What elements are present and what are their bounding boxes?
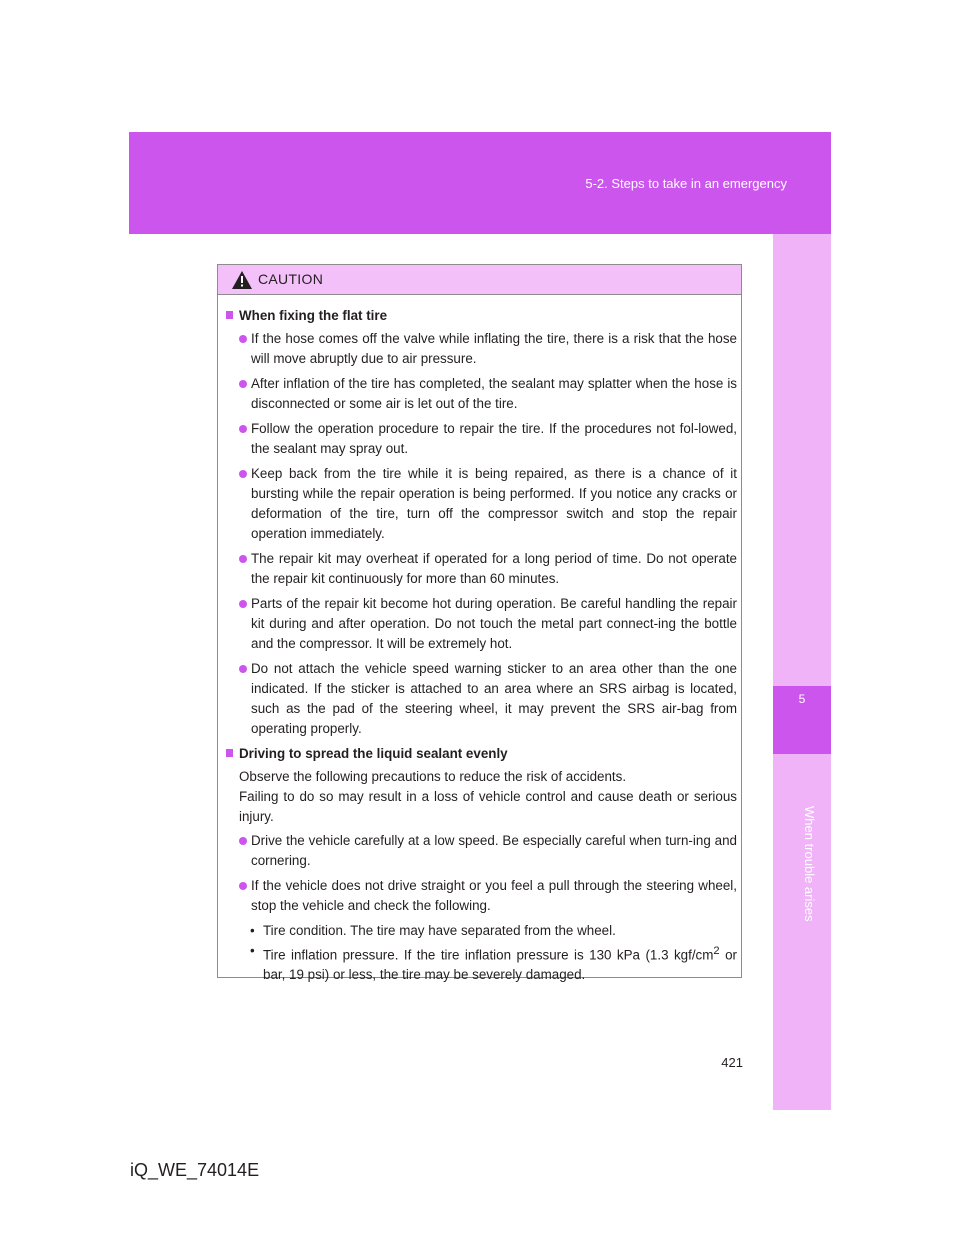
- square-bullet-icon: [226, 311, 233, 319]
- round-bullet-icon: [239, 335, 247, 343]
- chapter-number-block: [773, 686, 831, 754]
- round-bullet-icon: [239, 882, 247, 890]
- list-item: If the hose comes off the valve while inflating the tire, there is a risk that the hose will move abruptly due to air pressure.: [226, 329, 737, 369]
- heading-driving-spread-sealant: Driving to spread the liquid sealant evenly: [226, 744, 737, 764]
- intro-text: Failing to do so may result in a loss of vehicle control and cause death or serious injury.: [239, 789, 737, 824]
- list-item: Parts of the repair kit become hot during operation. Be careful handling the repair kit during and after operation. Do not touch the metal part connect-ing the bottle and the compressor. It will be extremely hot.: [226, 594, 737, 654]
- round-bullet-icon: [239, 380, 247, 388]
- round-bullet-icon: [239, 600, 247, 608]
- round-bullet-icon: [239, 665, 247, 673]
- header-band: [129, 132, 831, 234]
- list-item: If the vehicle does not drive straight or you feel a pull through the steering wheel, stop the vehicle and check the following.: [226, 876, 737, 916]
- sub-list-item: • Tire inflation pressure. If the tire inflation pressure is 130 kPa (1.3 kgf/$cm^2$ or bar, 19 psi) or less, the tire may be severely damaged.: [250, 943, 737, 983]
- list-item: Keep back from the tire while it is being repaired, as there is a chance of it bursting while the repair operation is being performed. If you notice any cracks or deformation of the tire, turn off the compressor switch and stop the repair operation immediately.: [226, 464, 737, 544]
- list-item: After inflation of the tire has completed, the sealant may splatter when the hose is disconnected or some air is let out of the tire.: [226, 374, 737, 414]
- caution-header: [218, 265, 741, 295]
- chapter-name: When trouble arises: [802, 806, 817, 922]
- warning-icon: [232, 271, 252, 289]
- round-bullet-icon: [239, 555, 247, 563]
- sub-list-item: • Tire condition. The tire may have separated from the wheel.: [226, 921, 737, 941]
- caution-body: [218, 295, 741, 985]
- caution-title: CAUTION: [258, 271, 324, 287]
- section-title: 5-2. Steps to take in an emergency: [585, 176, 787, 191]
- document-code: iQ_WE_74014E: [130, 1160, 260, 1180]
- round-bullet-icon: [239, 425, 247, 433]
- round-bullet-icon: [239, 470, 247, 478]
- side-tab: [773, 234, 831, 1110]
- sub-bullet-marker: •: [250, 923, 255, 938]
- sub-bullet-marker: •: [250, 943, 255, 958]
- list-item: The repair kit may overheat if operated for a long period of time. Do not operate the repair kit continuously for more than 60 minutes.: [226, 549, 737, 589]
- page-number: 421: [721, 1055, 743, 1070]
- list-item: Do not attach the vehicle speed warning sticker to an area other than the one indicated. If the sticker is attached to an area where an SRS airbag is located, such as the pad of the steering wheel, it may prevent the SRS air-bag from operating properly.: [226, 659, 737, 739]
- intro-text: Observe the following precautions to reduce the risk of accidents.: [239, 769, 627, 784]
- list-item: Drive the vehicle carefully at a low speed. Be especially careful when turn-ing and cornering.: [226, 831, 737, 871]
- list-item: Follow the operation procedure to repair the tire. If the procedures not fol-lowed, the sealant may spray out.: [226, 419, 737, 459]
- square-bullet-icon: [226, 749, 233, 757]
- heading-fixing-flat-tire: When fixing the flat tire: [226, 306, 737, 326]
- caution-box: [217, 264, 742, 983]
- round-bullet-icon: [239, 837, 247, 845]
- chapter-number: 5: [798, 692, 806, 706]
